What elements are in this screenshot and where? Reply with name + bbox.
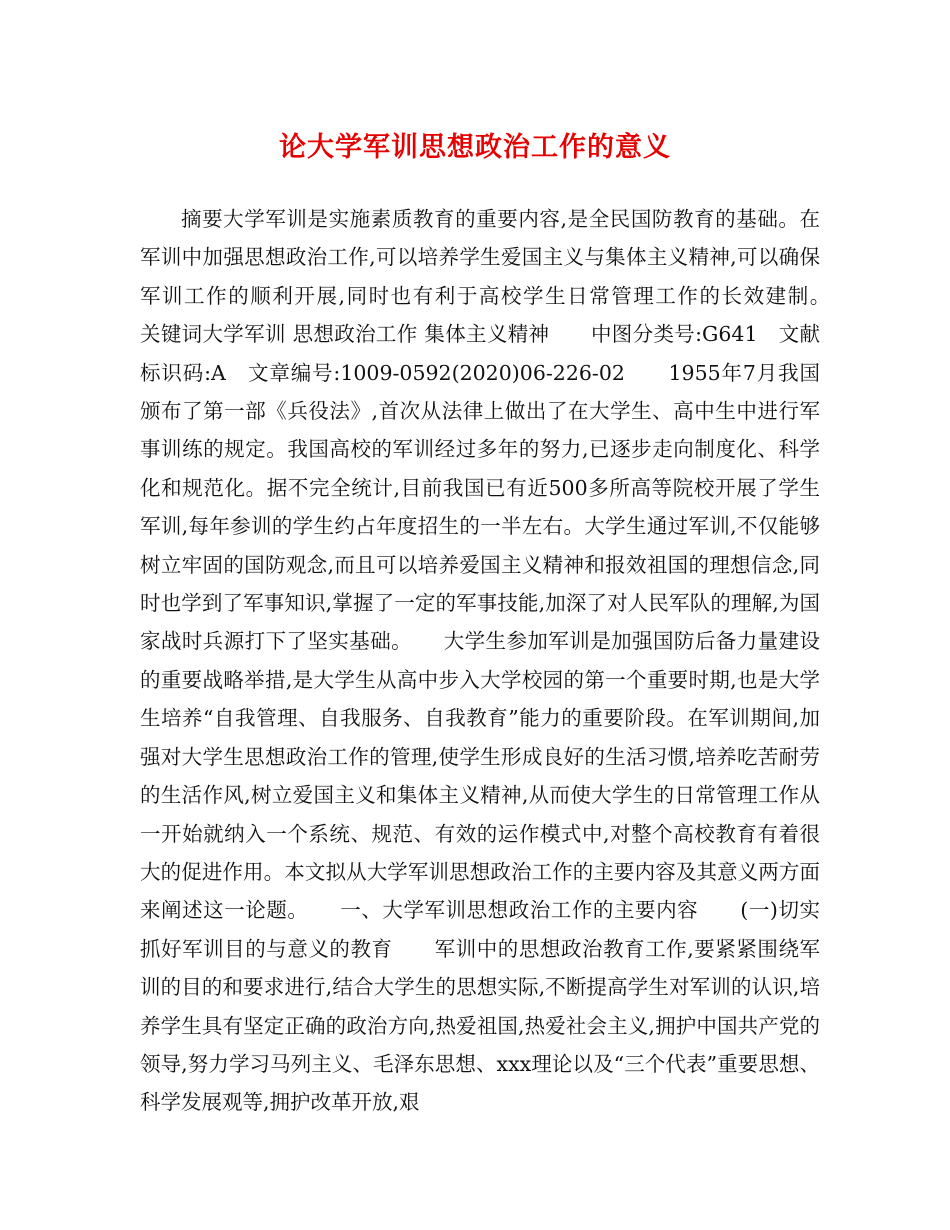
document-title: 论大学军训思想政治工作的意义 bbox=[279, 132, 671, 163]
document-body: 摘要大学军训是实施素质教育的重要内容,是全民国防教育的基础。在军训中加强思想政治工作,可以培养学生爱国主义与集体主义精神,可以确保军训工作的顺利开展,同时也有利于高校学生日常管理工作的长效建制。 关键词大学军训 思想政治工作 集体主义精神 中图分类号:G641 文献标识码:A 文章编号:1009-0592(2020)06-226-02 1955年7月我国颁布了第一部《兵役法》,首次从法律上做出了在大学生、高中生中进行军事训练的规定。我国高校的军训经过多年的努力,已逐步走向制度化、科学化和规范化。据不完全统计,目前我国已有近500多所高等院校开展了学生军训,每年参训的学生约占年度招生的一半左右。大学生通过军训,不仅能够树立牢固的国防观念,而且可以培养爱国主义精神和报效祖国的理想信念,同时也学到了军事知识,掌握了一定的军事技能,加深了对人民军队的理解,为国家战时兵源打下了坚实基础。 大学生参加军训是加强国防后备力量建设的重要战略举措,是大学生从高中步入大学校园的第一个重要时期,也是大学生培养“自我管理、自我服务、自我教育”能力的重要阶段。在军训期间,加强对大学生思想政治工作的管理,使学生形成良好的生活习惯,培养吃苦耐劳的生活作风,树立爱国主义和集体主义精神,从而使大学生的日常管理工作从一开始就纳入一个系统、规范、有效的运作模式中,对整个高校教育有着很大的促进作用。本文拟从大学军训思想政治工作的主要内容及其意义两方面来阐述这一论题。 一、大学军训思想政治工作的主要内容 (一)切实抓好军训目的与意义的教育 军训中的思想政治教育工作,要紧紧围绕军训的目的和要求进行,结合大学生的思想实际,不断提高学生对军训的认识,培养学生具有坚定正确的政治方向,热爱祖国,热爱社会主义,拥护中国共产党的领导,努力学习马列主义、毛泽东思想、xxx理论以及“三个代表”重要思想、科学发展观等,拥护改革开放,艰 bbox=[140, 207, 861, 1115]
